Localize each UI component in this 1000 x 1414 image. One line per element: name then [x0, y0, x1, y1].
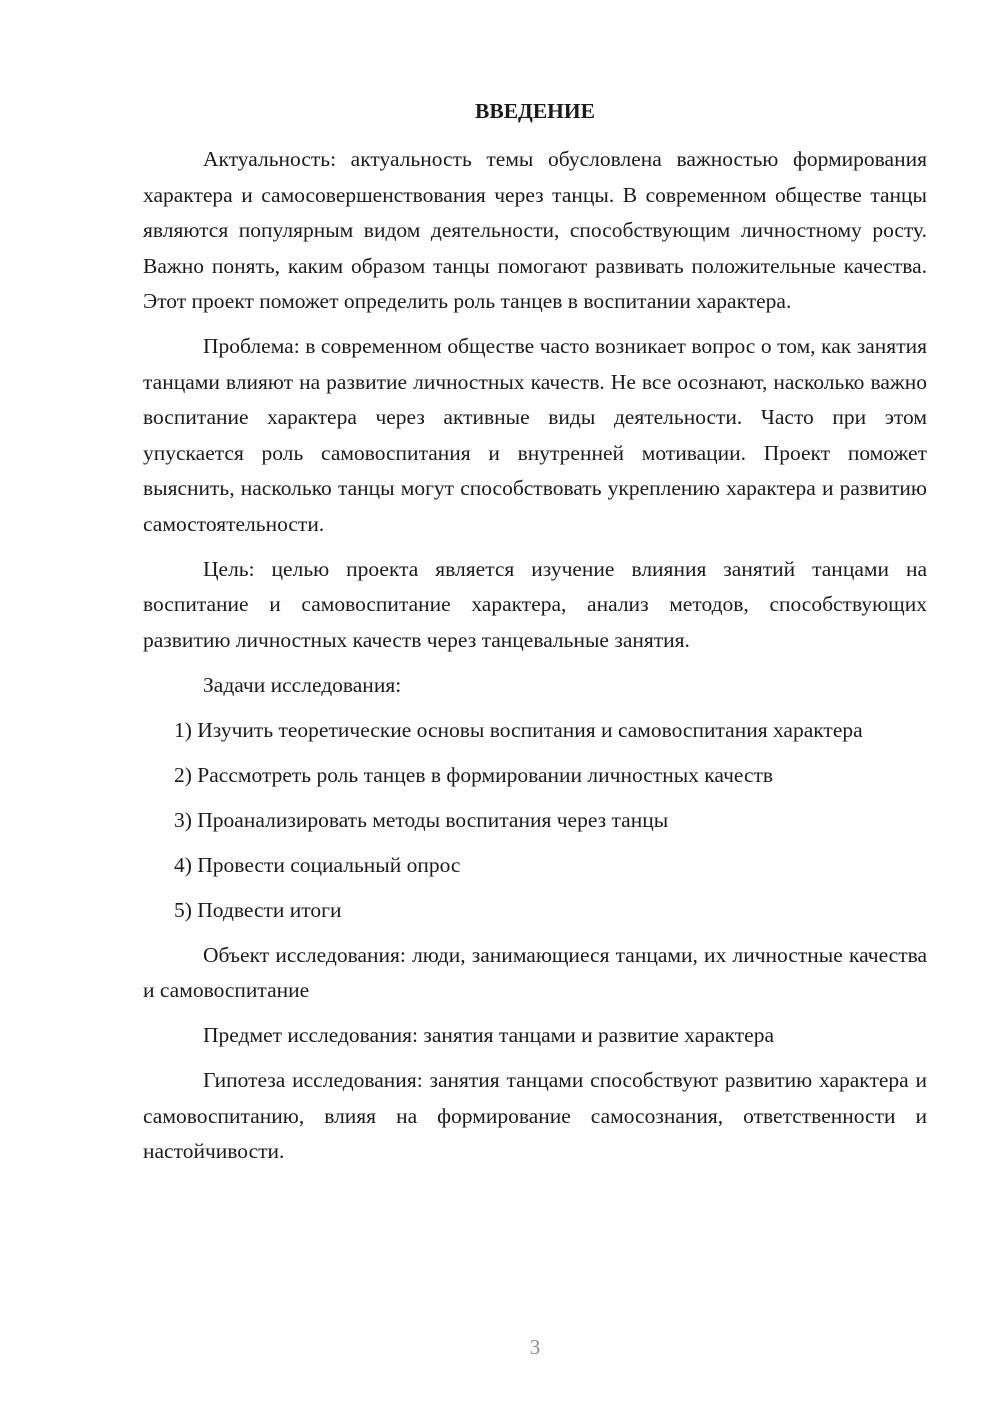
tasks-heading: Задачи исследования: — [203, 672, 402, 697]
section-title: ВВЕДЕНИЕ — [475, 99, 595, 123]
paragraph-problem: Проблема: в современном обществе часто возникает вопрос о том, как занятия танцами влияют на развитие личностных качеств. Не все осознают, насколько важно воспитание характера через активные виды деятельности. Часто при этом упускается роль самовоспитания и внутренней мотивации. Проект поможет выяснить, насколько танцы могут способствовать укреплению характера и развитию самостоятельности. — [143, 334, 927, 536]
document-body — [143, 142, 927, 1179]
paragraph-goal: Цель: целью проекта является изучение влияния занятий танцами на воспитание и самовоспитание характера, анализ методов, способствующих развитию личностных качеств через танцевальные занятия. — [143, 556, 927, 652]
list-item-task-5: 5) Подвести итоги — [174, 897, 342, 922]
paragraph-relevance: Актуальность: актуальность темы обусловлена важностью формирования характера и самосовершенствования через танцы. В современном обществе танцы являются популярным видом деятельности, способствующим личностному росту. Важно понять, каким образом танцы помогают развивать положительные качества. Этот проект поможет определить роль танцев в воспитании характера. — [143, 147, 927, 313]
paragraph-hypothesis: Гипотеза исследования: занятия танцами способствуют развитию характера и самовоспитанию, влияя на формирование самосознания, ответственности и настойчивости. — [143, 1068, 927, 1163]
list-item-task-4: 4) Провести социальный опрос — [174, 852, 461, 877]
paragraph-object: Объект исследования: люди, занимающиеся танцами, их личностные качества и самовоспитание — [143, 942, 927, 1002]
list-item-task-2: 2) Рассмотреть роль танцев в формировании личностных качеств — [174, 762, 774, 787]
paragraph-subject: Предмет исследования: занятия танцами и развитие характера — [203, 1023, 774, 1047]
list-item-task-1: 1) Изучить теоретические основы воспитания и самовоспитания характера — [174, 717, 863, 742]
document-page — [143, 0, 927, 1414]
page-number: 3 — [529, 1335, 541, 1359]
list-item-task-3: 3) Проанализировать методы воспитания через танцы — [174, 807, 669, 832]
